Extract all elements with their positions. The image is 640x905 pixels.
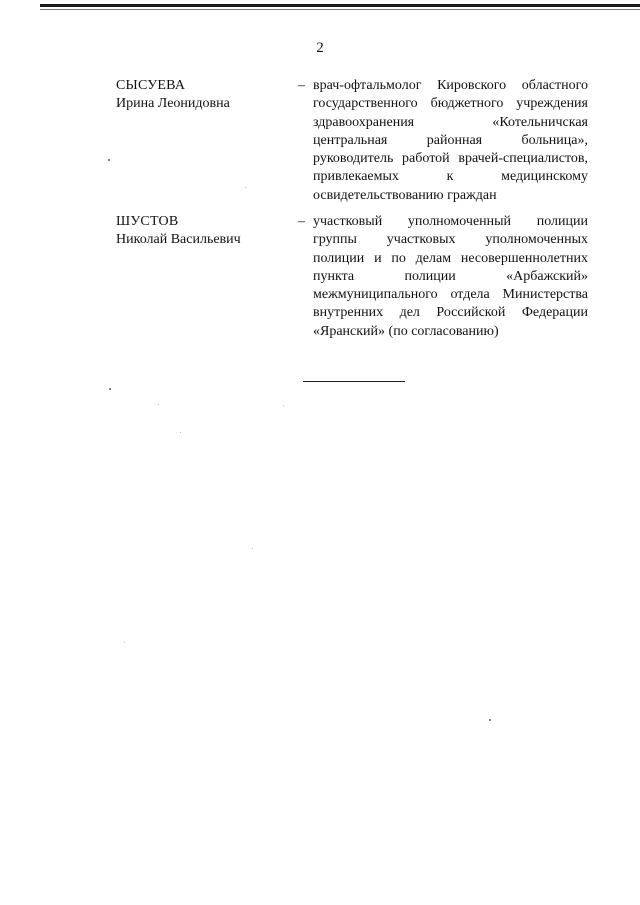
member-description: врач-офтальмолог Кировского областного государственного бюджетного учреждения здравоохранения «Котельничская центральная районная больница», руководитель работой врачей-специалистов, привлекаемых к медицинскому освидетельствованию граждан [313,78,588,203]
end-of-list-line [303,381,405,382]
member-name [116,77,291,113]
top-border-thin-line [40,9,640,10]
member-surname: СЫСУЕВА [116,78,186,93]
entry-dash: – [298,78,305,93]
scan-speck [252,548,253,549]
entry-dash: – [298,214,305,229]
member-given-names: Ирина Леонидовна [116,96,230,111]
scan-speck [124,642,125,643]
top-border-line [40,4,640,7]
member-name [116,213,291,249]
scan-speck [109,388,111,390]
scan-speck [108,159,110,161]
scan-speck [283,405,284,406]
member-description: участковый уполномоченный полиции группы участковых уполномоченных полиции и по делам несовершеннолетних пункта полиции «Арбажский» межмуниципального отдела Министерства внутренних дел Российской Федерации «Яранский» (по согласованию) [313,214,588,339]
page-number: 2 [316,40,324,56]
scan-speck [158,404,159,405]
member-given-names: Николай Васильевич [116,232,241,247]
scan-speck [489,719,491,721]
member-surname: ШУСТОВ [116,214,179,229]
scan-speck [180,432,181,433]
scan-speck [245,187,246,188]
